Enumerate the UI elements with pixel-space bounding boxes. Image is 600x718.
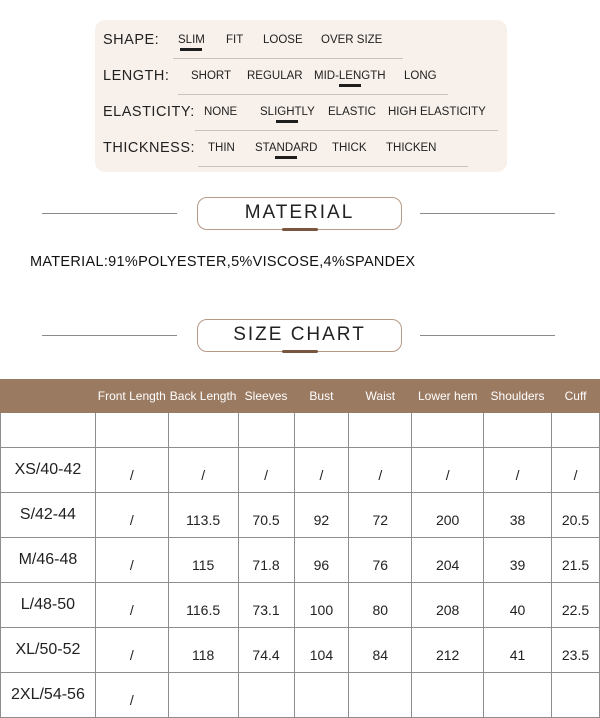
table-cell: 71.8 xyxy=(238,538,294,583)
table-cell: / xyxy=(95,673,168,718)
table-cell: / xyxy=(238,448,294,493)
table-cell: / xyxy=(95,448,168,493)
table-cell xyxy=(294,413,349,448)
attr-option: NONE xyxy=(204,106,238,118)
attr-option: LOOSE xyxy=(263,34,303,46)
table-cell xyxy=(484,673,552,718)
table-cell: 22.5 xyxy=(552,583,600,628)
table-header-row xyxy=(1,380,600,413)
table-cell: / xyxy=(484,448,552,493)
table-cell xyxy=(412,413,484,448)
table-cell: 92 xyxy=(294,493,349,538)
table-cell: 115 xyxy=(168,538,238,583)
table-cell: 38 xyxy=(484,493,552,538)
attr-option: HIGH ELASTICITY xyxy=(388,106,486,118)
column-header xyxy=(1,380,96,413)
attr-divider xyxy=(178,94,448,95)
heading-accent xyxy=(282,228,318,231)
table-cell: 100 xyxy=(294,583,349,628)
table-cell: / xyxy=(168,448,238,493)
size-label-cell: M/46-48 xyxy=(1,538,96,583)
table-cell: / xyxy=(95,493,168,538)
attr-option-selected: MID-LENGTH xyxy=(314,70,386,82)
attr-option-selected: SLIM xyxy=(178,34,205,46)
table-cell xyxy=(238,673,294,718)
attr-label: LENGTH: xyxy=(103,68,170,84)
table-cell: 118 xyxy=(168,628,238,673)
attr-option: OVER SIZE xyxy=(321,34,383,46)
column-header: Lower hem xyxy=(412,380,484,413)
attr-row-shape xyxy=(103,30,503,54)
size-label-cell: 2XL/54-56 xyxy=(1,673,96,718)
table-cell: 70.5 xyxy=(238,493,294,538)
table-cell: 74.4 xyxy=(238,628,294,673)
table-cell: / xyxy=(552,448,600,493)
table-cell: 80 xyxy=(349,583,412,628)
table-cell: / xyxy=(95,538,168,583)
table-cell xyxy=(552,413,600,448)
column-header: Shoulders xyxy=(484,380,552,413)
table-cell: 212 xyxy=(412,628,484,673)
table-cell: 96 xyxy=(294,538,349,583)
attr-row-length xyxy=(103,66,503,90)
size-chart-heading-text: SIZE CHART xyxy=(233,324,366,345)
material-heading xyxy=(197,197,402,230)
table-cell: / xyxy=(95,628,168,673)
table-cell: 72 xyxy=(349,493,412,538)
table-cell xyxy=(484,413,552,448)
table-row xyxy=(1,493,600,538)
attr-option: SHORT xyxy=(191,70,232,82)
size-label-cell: XS/40-42 xyxy=(1,448,96,493)
attr-divider xyxy=(195,130,498,131)
column-header: Front Length xyxy=(95,380,168,413)
attr-label: SHAPE: xyxy=(103,32,160,48)
table-cell xyxy=(349,673,412,718)
section-divider-right xyxy=(420,335,555,336)
size-label-cell: S/42-44 xyxy=(1,493,96,538)
table-cell: 39 xyxy=(484,538,552,583)
table-cell: / xyxy=(294,448,349,493)
attr-option: THICKEN xyxy=(386,142,437,154)
attr-divider xyxy=(173,58,403,59)
section-divider-right xyxy=(420,213,555,214)
table-cell: 23.5 xyxy=(552,628,600,673)
column-header: Cuff xyxy=(552,380,600,413)
attr-option: REGULAR xyxy=(247,70,303,82)
attr-option: LONG xyxy=(404,70,437,82)
table-cell: 113.5 xyxy=(168,493,238,538)
table-cell xyxy=(552,673,600,718)
table-cell xyxy=(238,413,294,448)
table-cell xyxy=(168,673,238,718)
table-row xyxy=(1,583,600,628)
attr-option: ELASTIC xyxy=(328,106,376,118)
table-cell: 104 xyxy=(294,628,349,673)
table-cell: 76 xyxy=(349,538,412,583)
table-cell: 40 xyxy=(484,583,552,628)
table-row xyxy=(1,673,600,718)
table-cell: 116.5 xyxy=(168,583,238,628)
attr-option: THICK xyxy=(332,142,367,154)
table-cell xyxy=(349,413,412,448)
size-chart-table xyxy=(0,379,600,718)
table-row xyxy=(1,538,600,583)
attr-label: THICKNESS: xyxy=(103,140,196,156)
table-row xyxy=(1,448,600,493)
table-cell: 208 xyxy=(412,583,484,628)
column-header: Waist xyxy=(349,380,412,413)
table-cell: / xyxy=(95,583,168,628)
attr-option: FIT xyxy=(226,34,244,46)
table-cell: / xyxy=(349,448,412,493)
attr-option: THIN xyxy=(208,142,235,154)
material-composition: MATERIAL:91%POLYESTER,5%VISCOSE,4%SPANDEX xyxy=(30,254,416,270)
table-cell: 84 xyxy=(349,628,412,673)
attribute-panel xyxy=(95,20,507,172)
size-label-cell: L/48-50 xyxy=(1,583,96,628)
attr-option-selected: STANDARD xyxy=(255,142,318,154)
material-heading-text: MATERIAL xyxy=(244,202,355,223)
table-cell: 73.1 xyxy=(238,583,294,628)
table-cell xyxy=(294,673,349,718)
section-divider-left xyxy=(42,213,177,214)
attr-label: ELASTICITY: xyxy=(103,104,195,120)
table-cell: 204 xyxy=(412,538,484,583)
table-cell xyxy=(1,413,96,448)
table-cell: 20.5 xyxy=(552,493,600,538)
attr-divider xyxy=(198,166,468,167)
table-row xyxy=(1,628,600,673)
attr-option-selected: SLIGHTLY xyxy=(260,106,315,118)
section-divider-left xyxy=(42,335,177,336)
size-label-cell: XL/50-52 xyxy=(1,628,96,673)
table-row xyxy=(1,413,600,448)
column-header: Back Length xyxy=(168,380,238,413)
size-chart-heading xyxy=(197,319,402,352)
table-cell: 200 xyxy=(412,493,484,538)
column-header: Bust xyxy=(294,380,349,413)
table-cell: / xyxy=(412,448,484,493)
table-cell xyxy=(168,413,238,448)
table-cell: 21.5 xyxy=(552,538,600,583)
table-cell: 41 xyxy=(484,628,552,673)
attr-row-thickness xyxy=(103,138,503,162)
column-header: Sleeves xyxy=(238,380,294,413)
table-cell xyxy=(412,673,484,718)
table-cell xyxy=(95,413,168,448)
attr-row-elasticity xyxy=(103,102,503,126)
heading-accent xyxy=(282,350,318,353)
